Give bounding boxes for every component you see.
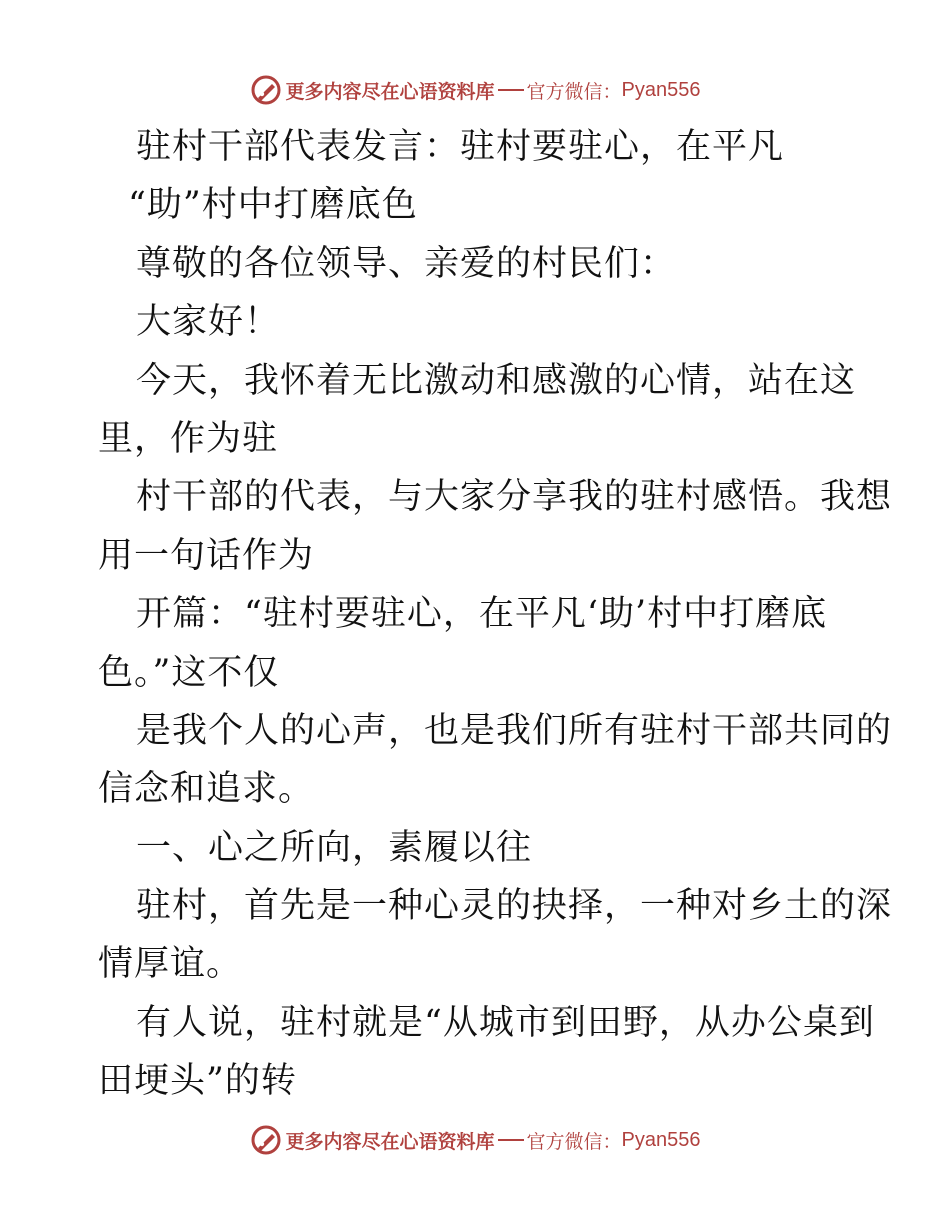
paragraph-line: 里，作为驻 bbox=[98, 418, 279, 459]
watermark-wechat-label: 官方微信： bbox=[526, 1130, 622, 1153]
watermark-wechat-id: Pyan556 bbox=[621, 78, 701, 101]
paragraph-line: 信念和追求。 bbox=[98, 769, 315, 810]
paragraph-line: 驻村，首先是一种心灵的抉择，一种对乡土的深 bbox=[136, 886, 893, 927]
paragraph-line: 用一句话作为 bbox=[98, 535, 315, 576]
watermark-wechat-id: Pyan556 bbox=[621, 1128, 701, 1151]
paragraph-line: 是我个人的心声，也是我们所有驻村干部共同的 bbox=[136, 710, 893, 751]
paragraph-line: 今天，我怀着无比激动和感激的心情，站在这 bbox=[136, 360, 857, 401]
greeting: 大家好！ bbox=[136, 302, 281, 343]
paragraph-line: 田埂头”的转 bbox=[98, 1061, 297, 1102]
pen-nib-circle-icon bbox=[250, 1124, 282, 1156]
watermark-dash bbox=[498, 1139, 524, 1141]
document-title-line-2: “助”村中打磨底色 bbox=[128, 185, 418, 226]
paragraph-line: 村干部的代表，与大家分享我的驻村感悟。我想 bbox=[136, 477, 893, 518]
header-watermark bbox=[0, 70, 950, 110]
pen-nib-circle-icon bbox=[250, 74, 282, 106]
watermark-text: 更多内容尽在心语资料库 bbox=[285, 1130, 495, 1153]
watermark-wechat-label: 官方微信： bbox=[526, 80, 622, 103]
watermark-text: 更多内容尽在心语资料库 bbox=[285, 80, 495, 103]
document-body bbox=[98, 118, 893, 1111]
paragraph-line: 色。”这不仅 bbox=[98, 652, 280, 693]
salutation: 尊敬的各位领导、亲爱的村民们： bbox=[136, 243, 677, 284]
paragraph-line: 有人说，驻村就是“从城市到田野，从办公桌到 bbox=[136, 1002, 875, 1043]
paragraph-line: 开篇：“驻村要驻心，在平凡‘助’村中打磨底 bbox=[136, 594, 828, 635]
paragraph-line: 情厚谊。 bbox=[98, 944, 243, 985]
footer-watermark bbox=[0, 1120, 950, 1160]
document-title-line-1: 驻村干部代表发言：驻村要驻心，在平凡 bbox=[136, 127, 785, 167]
section-heading: 一、心之所向，素履以往 bbox=[136, 827, 533, 868]
watermark-dash bbox=[498, 89, 524, 91]
